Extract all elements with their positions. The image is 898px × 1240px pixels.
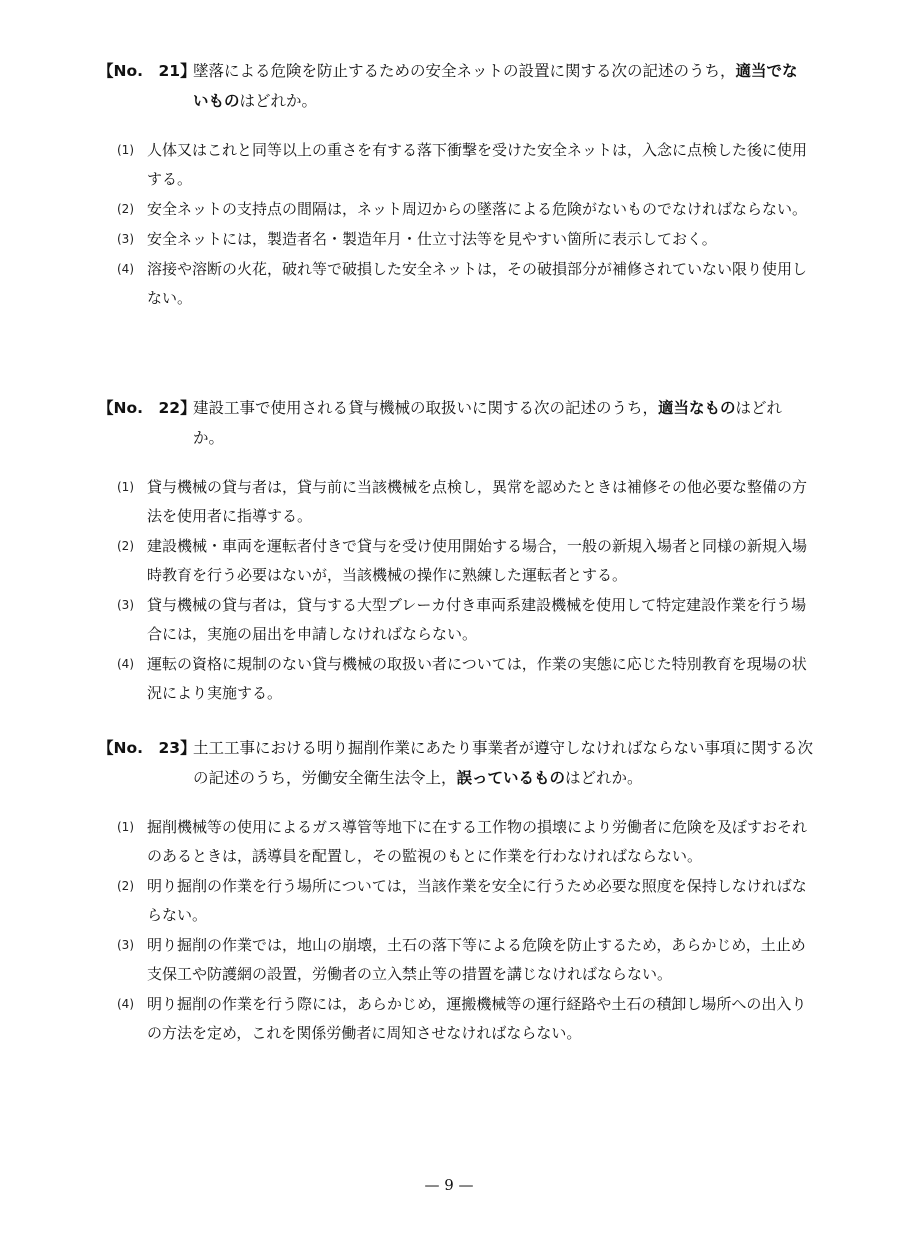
option-text: 安全ネットには，製造者名・製造年月・仕立寸法等を見やすい箇所に表示しておく。 [147,230,717,248]
question-emphasis: 適当なもの [658,399,736,417]
question-text-after: はどれか。 [193,399,783,447]
answer-options [0,473,898,708]
option-number: (4) [117,997,134,1011]
question-text-before: 墜落による危険を防止するための安全ネットの設置に関する次の記述のうち， [193,62,736,80]
question-header [0,56,898,116]
option-number: (3) [117,598,134,612]
answer-option-2[interactable] [0,532,898,590]
question-text-after: はどれか。 [565,769,643,787]
option-text: 人体又はこれと同等以上の重さを有する落下衝撃を受けた安全ネットは，入念に点検した後に使用する。 [147,141,808,188]
answer-option-2[interactable] [0,195,898,224]
option-text: 貸与機械の貸与者は，貸与前に当該機械を点検し，異常を認めたときは補修その他必要な整備の方法を使用者に指導する。 [147,478,808,525]
option-number: (4) [117,262,134,276]
option-text: 貸与機械の貸与者は，貸与する大型ブレーカ付き車両系建設機械を使用して特定建設作業を行う場合には，実施の届出を申請しなければならない。 [147,596,807,643]
question-emphasis: 誤っているもの [456,769,566,787]
option-number: (1) [117,480,134,494]
option-number: (1) [117,143,134,157]
answer-options [0,813,898,1048]
option-number: (2) [117,539,134,553]
question-number: 【No. 23】 [98,739,196,757]
question-text-before: 土工工事における明り掘削作業にあたり事業者が遵守しなければならない事項に関する次の記述のうち，労働安全衛生法令上， [193,739,814,787]
answer-options [0,136,898,313]
question-text [193,733,813,793]
question-header [0,393,898,453]
option-number: (1) [117,820,134,834]
answer-option-4[interactable] [0,990,898,1048]
answer-option-4[interactable] [0,650,898,708]
option-number: (2) [117,202,134,216]
answer-option-4[interactable] [0,255,898,313]
answer-option-3[interactable] [0,931,898,989]
option-text: 明り掘削の作業では，地山の崩壊，土石の落下等による危険を防止するため，あらかじめ，土止め支保工や防護網の設置，労働者の立入禁止等の措置を講じなければならない。 [147,936,806,983]
question-21 [0,56,898,314]
page-number: — 9 — [424,1176,474,1194]
option-number: (2) [117,879,134,893]
option-number: (4) [117,657,134,671]
option-text: 明り掘削の作業を行う場所については，当該作業を安全に行うため必要な照度を保持しなければならない。 [147,877,807,924]
question-text [193,393,813,453]
answer-option-1[interactable] [0,473,898,531]
option-text: 溶接や溶断の火花，破れ等で破損した安全ネットは，その破損部分が補修されていない限り使用しない。 [147,260,808,307]
option-text: 建設機械・車両を運転者付きで貸与を受け使用開始する場合，一般の新規入場者と同様の新規入場時教育を行う必要はないが，当該機械の操作に熟練した運転者とする。 [147,537,808,584]
question-number: 【No. 21】 [98,62,196,80]
option-text: 掘削機械等の使用によるガス導管等地下に在する工作物の損壊により労働者に危険を及ぼすおそれのあるときは，誘導員を配置し，その監視のもとに作業を行わなければならない。 [147,818,808,865]
question-22 [0,393,898,709]
question-number: 【No. 22】 [98,399,196,417]
question-header [0,733,898,793]
question-emphasis: 適当でないもの [193,62,798,110]
answer-option-2[interactable] [0,872,898,930]
question-23 [0,733,898,1049]
question-text-after: はどれか。 [239,92,318,110]
option-text: 安全ネットの支持点の間隔は，ネット周辺からの墜落による危険がないものでなければならない。 [147,200,808,218]
question-text [193,56,813,116]
question-text-before: 建設工事で使用される貸与機械の取扱いに関する次の記述のうち， [193,399,659,417]
option-text: 運転の資格に規制のない貸与機械の取扱い者については，作業の実態に応じた特別教育を現場の状況により実施する。 [147,655,807,702]
option-number: (3) [117,232,134,246]
option-text: 明り掘削の作業を行う際には，あらかじめ，運搬機械等の運行経路や土石の積卸し場所への出入りの方法を定め，これを関係労働者に周知させなければならない。 [147,995,807,1042]
option-number: (3) [117,938,134,952]
answer-option-3[interactable] [0,225,898,254]
answer-option-1[interactable] [0,813,898,871]
answer-option-3[interactable] [0,591,898,649]
answer-option-1[interactable] [0,136,898,194]
